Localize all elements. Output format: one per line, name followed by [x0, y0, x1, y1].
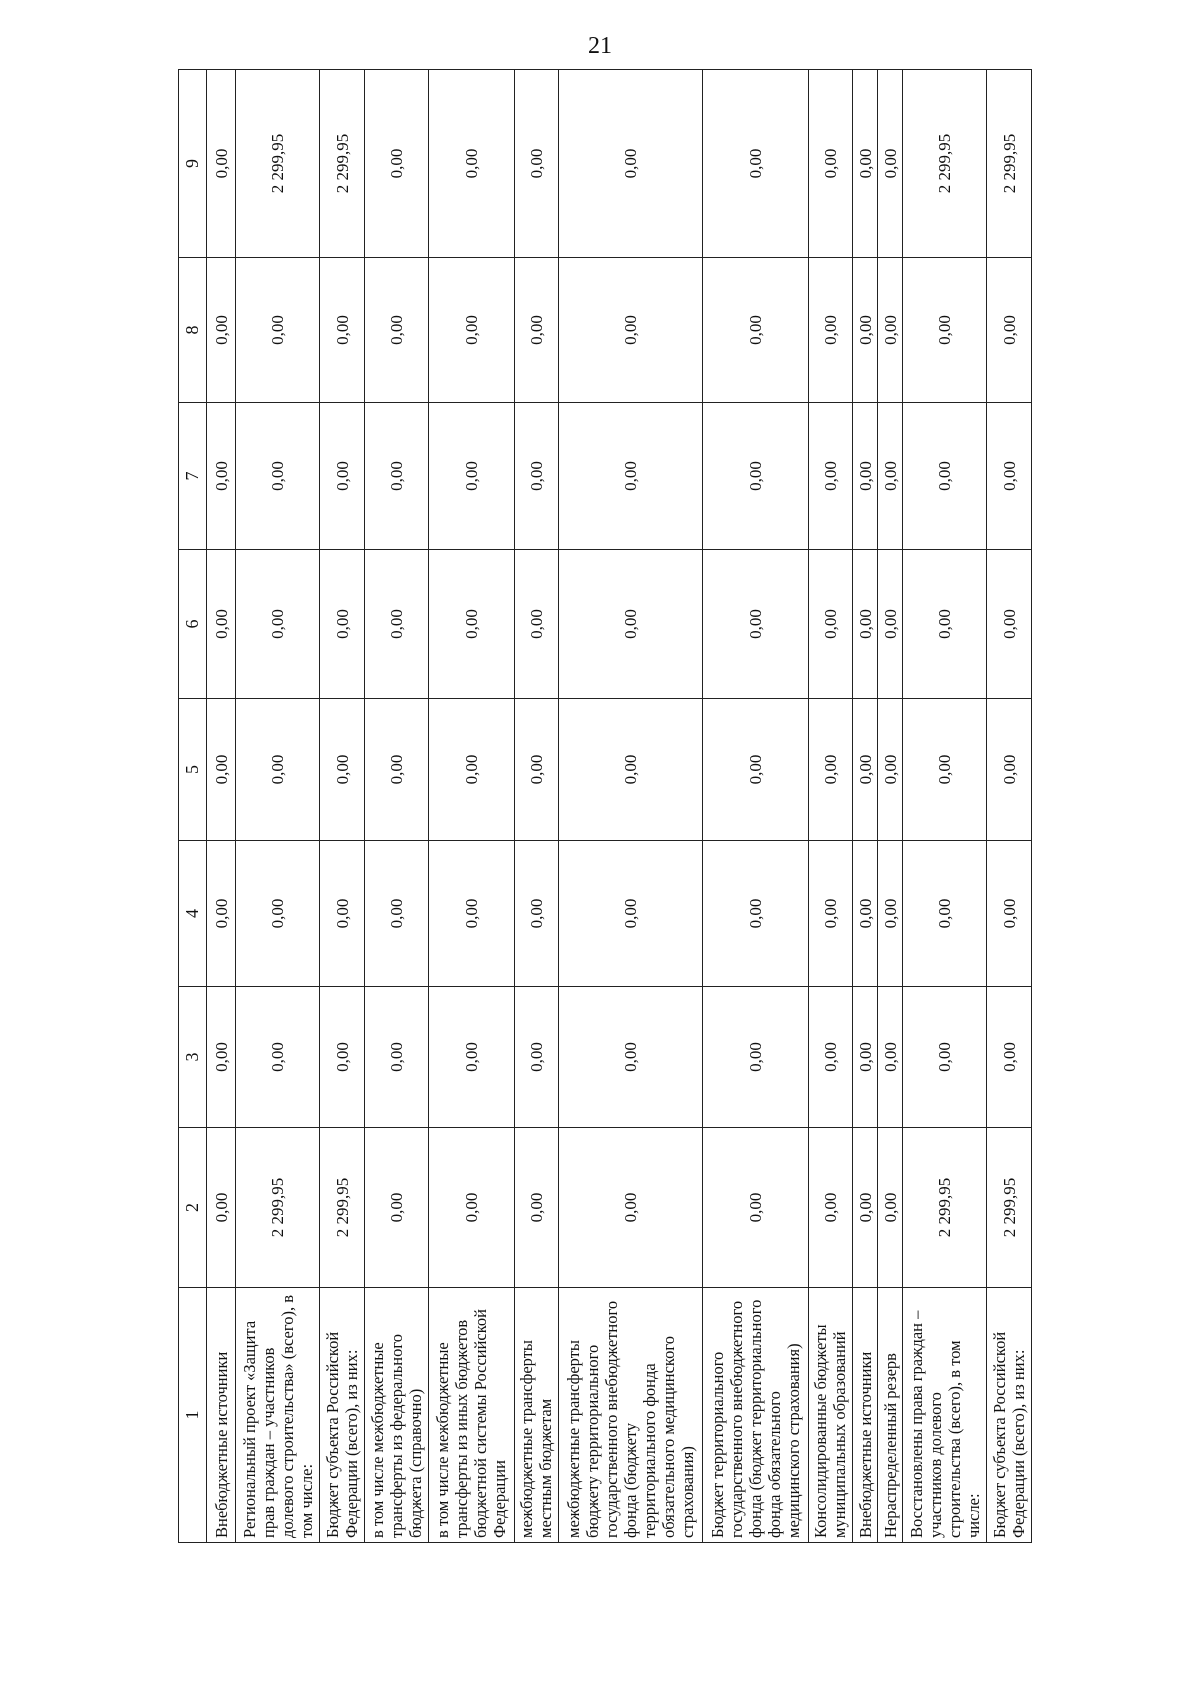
cell-value: 0,00: [236, 987, 320, 1128]
cell-value: 0,00: [236, 403, 320, 550]
row-label: Бюджет территориального государственного внебюджетного фонда (бюджет территориального фонда обязательного медицинского страхования): [702, 1288, 808, 1543]
cell-value: 0,00: [808, 258, 853, 403]
table-row: [987, 70, 1032, 1543]
row-label: Бюджет субъекта Российской Федерации (всего), из них:: [987, 1288, 1032, 1543]
cell-value: 0,00: [878, 1128, 903, 1288]
cell-value: 0,00: [702, 550, 808, 699]
cell-value: 0,00: [808, 841, 853, 987]
cell-value: 0,00: [514, 550, 559, 699]
rotated-table-wrapper: [178, 70, 1032, 1543]
cell-value: 0,00: [364, 70, 428, 258]
row-label: межбюджетные трансферты местным бюджетам: [514, 1288, 559, 1543]
cell-value: 0,00: [429, 699, 514, 841]
header-row: [179, 70, 207, 1543]
cell-value: 0,00: [853, 403, 878, 550]
cell-value: 2 299,95: [903, 1128, 987, 1288]
cell-value: 0,00: [808, 1128, 853, 1288]
cell-value: 0,00: [903, 987, 987, 1128]
cell-value: 0,00: [364, 1128, 428, 1288]
cell-value: 0,00: [878, 987, 903, 1128]
cell-value: 0,00: [320, 403, 365, 550]
cell-value: 0,00: [987, 258, 1032, 403]
cell-value: 0,00: [853, 550, 878, 699]
cell-value: 0,00: [808, 987, 853, 1128]
table-row: [878, 70, 903, 1543]
cell-value: 0,00: [207, 403, 236, 550]
cell-value: 0,00: [559, 987, 702, 1128]
cell-value: 0,00: [808, 403, 853, 550]
cell-value: 0,00: [559, 699, 702, 841]
cell-value: 0,00: [236, 699, 320, 841]
table-row: [236, 70, 320, 1543]
cell-value: 0,00: [702, 258, 808, 403]
cell-value: 0,00: [429, 550, 514, 699]
page-number: 21: [588, 33, 612, 59]
cell-value: 0,00: [987, 403, 1032, 550]
row-label: Консолидированные бюджеты муниципальных образований: [808, 1288, 853, 1543]
cell-value: 0,00: [903, 550, 987, 699]
table-row: [514, 70, 559, 1543]
row-label: Восстановлены права граждан – участников долевого строительства (всего), в том числе:: [903, 1288, 987, 1543]
cell-value: 0,00: [207, 699, 236, 841]
cell-value: 0,00: [853, 1128, 878, 1288]
row-label: в том числе межбюджетные трансферты из федерального бюджета (справочно): [364, 1288, 428, 1543]
cell-value: 0,00: [702, 403, 808, 550]
cell-value: 0,00: [702, 70, 808, 258]
cell-value: 0,00: [207, 258, 236, 403]
cell-value: 0,00: [514, 1128, 559, 1288]
cell-value: 0,00: [559, 258, 702, 403]
cell-value: 2 299,95: [236, 1128, 320, 1288]
column-header-4: 4: [179, 841, 207, 987]
table-row: [207, 70, 236, 1543]
cell-value: 0,00: [514, 70, 559, 258]
cell-value: 0,00: [207, 841, 236, 987]
cell-value: 0,00: [514, 699, 559, 841]
row-label: Нераспределенный резерв: [878, 1288, 903, 1543]
cell-value: 0,00: [429, 403, 514, 550]
cell-value: 0,00: [514, 841, 559, 987]
table-row: [559, 70, 702, 1543]
row-label: Внебюджетные источники: [853, 1288, 878, 1543]
column-header-7: 7: [179, 403, 207, 550]
cell-value: 0,00: [987, 550, 1032, 699]
cell-value: 2 299,95: [320, 70, 365, 258]
cell-value: 0,00: [320, 699, 365, 841]
cell-value: 0,00: [236, 258, 320, 403]
table-row: [853, 70, 878, 1543]
table-row: [808, 70, 853, 1543]
cell-value: 0,00: [559, 70, 702, 258]
cell-value: 0,00: [429, 1128, 514, 1288]
cell-value: 0,00: [320, 258, 365, 403]
cell-value: 2 299,95: [987, 1128, 1032, 1288]
row-label: в том числе межбюджетные трансферты из иных бюджетов бюджетной системы Российской Федерации: [429, 1288, 514, 1543]
column-header-6: 6: [179, 550, 207, 699]
table-row: [702, 70, 808, 1543]
cell-value: 0,00: [878, 550, 903, 699]
row-label: Региональный проект «Защита прав граждан – участников долевого строительства» (всего), в том числе:: [236, 1288, 320, 1543]
cell-value: 0,00: [364, 841, 428, 987]
cell-value: 0,00: [429, 841, 514, 987]
cell-value: 0,00: [364, 699, 428, 841]
column-header-1: 1: [179, 1288, 207, 1543]
column-header-3: 3: [179, 987, 207, 1128]
cell-value: 0,00: [853, 987, 878, 1128]
cell-value: 0,00: [207, 1128, 236, 1288]
cell-value: 0,00: [878, 403, 903, 550]
cell-value: 0,00: [429, 258, 514, 403]
cell-value: 0,00: [429, 987, 514, 1128]
cell-value: 0,00: [320, 841, 365, 987]
cell-value: 0,00: [236, 550, 320, 699]
cell-value: 0,00: [207, 70, 236, 258]
cell-value: 0,00: [702, 987, 808, 1128]
cell-value: 0,00: [207, 987, 236, 1128]
cell-value: 0,00: [903, 841, 987, 987]
cell-value: 0,00: [878, 841, 903, 987]
cell-value: 0,00: [559, 550, 702, 699]
cell-value: 0,00: [429, 70, 514, 258]
cell-value: 0,00: [702, 1128, 808, 1288]
cell-value: 0,00: [987, 987, 1032, 1128]
cell-value: 0,00: [878, 258, 903, 403]
cell-value: 0,00: [514, 403, 559, 550]
cell-value: 0,00: [364, 258, 428, 403]
column-header-8: 8: [179, 258, 207, 403]
cell-value: 0,00: [514, 987, 559, 1128]
cell-value: 2 299,95: [320, 1128, 365, 1288]
cell-value: 0,00: [853, 841, 878, 987]
budget-table: [178, 69, 1032, 1543]
column-header-5: 5: [179, 699, 207, 841]
cell-value: 0,00: [878, 70, 903, 258]
cell-value: 2 299,95: [903, 70, 987, 258]
cell-value: 0,00: [559, 1128, 702, 1288]
row-label: Бюджет субъекта Российской Федерации (всего), из них:: [320, 1288, 365, 1543]
column-header-9: 9: [179, 70, 207, 258]
table-row: [903, 70, 987, 1543]
cell-value: 0,00: [702, 699, 808, 841]
cell-value: 0,00: [878, 699, 903, 841]
cell-value: 0,00: [853, 258, 878, 403]
cell-value: 0,00: [702, 841, 808, 987]
cell-value: 0,00: [903, 258, 987, 403]
cell-value: 0,00: [903, 403, 987, 550]
cell-value: 0,00: [364, 403, 428, 550]
cell-value: 0,00: [320, 550, 365, 699]
cell-value: 0,00: [808, 550, 853, 699]
cell-value: 0,00: [808, 70, 853, 258]
cell-value: 0,00: [853, 699, 878, 841]
cell-value: 0,00: [236, 841, 320, 987]
cell-value: 2 299,95: [987, 70, 1032, 258]
cell-value: 0,00: [559, 841, 702, 987]
cell-value: 0,00: [987, 699, 1032, 841]
cell-value: 0,00: [364, 987, 428, 1128]
column-header-2: 2: [179, 1128, 207, 1288]
table-row: [364, 70, 428, 1543]
cell-value: 0,00: [808, 699, 853, 841]
cell-value: 0,00: [514, 258, 559, 403]
table-row: [320, 70, 365, 1543]
row-label: межбюджетные трансферты бюджету территориального государственного внебюджетного фонда (бюджету территориального фонда обязательного медицинского страхования): [559, 1288, 702, 1543]
cell-value: 0,00: [853, 70, 878, 258]
cell-value: 0,00: [559, 403, 702, 550]
row-label: Внебюджетные источники: [207, 1288, 236, 1543]
cell-value: 0,00: [320, 987, 365, 1128]
cell-value: 0,00: [903, 699, 987, 841]
cell-value: 2 299,95: [236, 70, 320, 258]
cell-value: 0,00: [207, 550, 236, 699]
cell-value: 0,00: [364, 550, 428, 699]
table-row: [429, 70, 514, 1543]
cell-value: 0,00: [987, 841, 1032, 987]
